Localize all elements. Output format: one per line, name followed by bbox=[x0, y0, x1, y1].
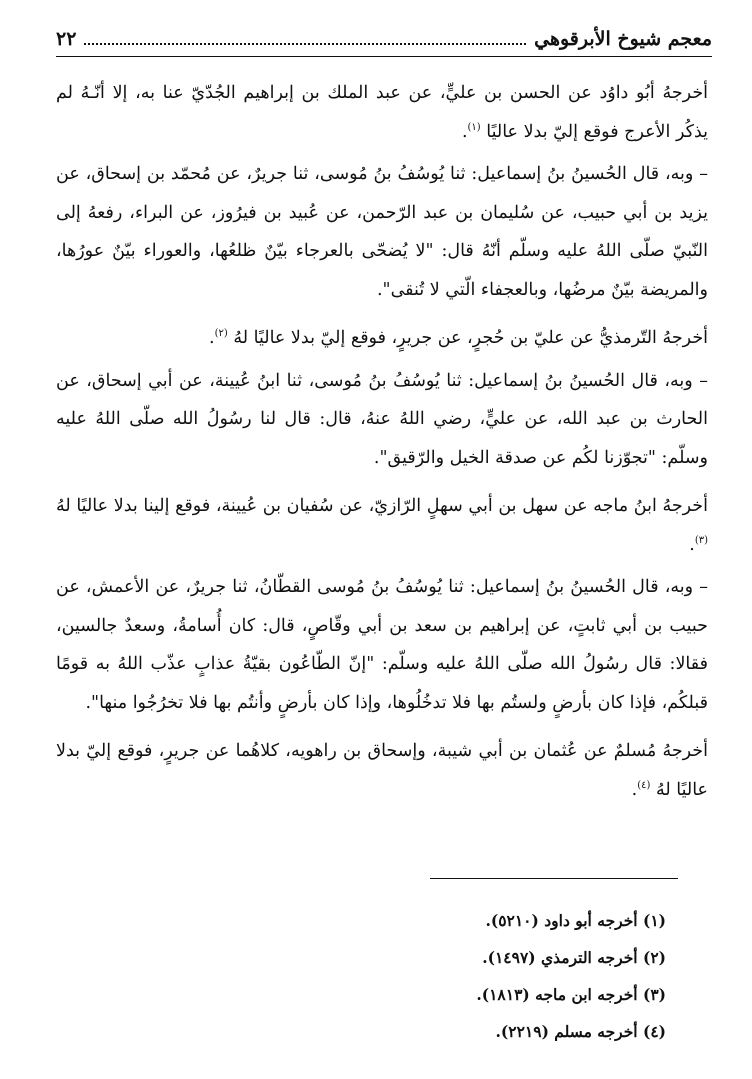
footnotes bbox=[246, 902, 666, 1050]
footnote-1: (١) أخرجه أبو داود (٥٢١٠). bbox=[485, 911, 666, 930]
hadith-paragraph-1: – وبه، قال الحُسينُ بنُ إسماعيل: ثنا يُوسُفُ بنُ مُوسى، ثنا جريرٌ، عن مُحمّد بن إسحاق، عن يزيد بن أبي حبيب، عن سُليمان بن عبد الرّحمن، عن عُبيد بن فيرُوز، عن البراء، رفعهُ إلى النّبيّ صلّى اللهُ عليه وسلّم أنّهُ قال: "لا يُضحّى بالعرجاء بيّنٌ ظلعُها، والعوراء بيّنٌ عورُها، والمريضة بيّنٌ مرضُها، وبالعجفاء الّتي لا تُنقى". bbox=[56, 164, 708, 300]
footnote-2: (٢) أخرجه الترمذي (١٤٩٧). bbox=[482, 948, 666, 967]
footnote-ref-2: (٢) bbox=[214, 328, 228, 340]
takhrij-paragraph-2: أخرجهُ التّرمذيُّ عن عليّ بن حُجرٍ، عن جريرٍ، فوقع إليّ بدلا عاليًا لهُ $^{(٢)}$. bbox=[209, 328, 708, 348]
footnote-4: (٤) أخرجه مسلم (٢٢١٩). bbox=[495, 1022, 666, 1041]
hadith-paragraph-3: – وبه، قال الحُسينُ بنُ إسماعيل: ثنا يُوسُفُ بنُ مُوسى القطّانُ، ثنا جريرٌ، عن الأعمش، عن حبيب بن أبي ثابتٍ، عن إبراهيم بن سعد بن أبي وقّاصٍ، قال: كان أُسامةُ، وسعدٌ جالسين، فقالا: قال رسُولُ الله صلّى اللهُ عليه وسلّم: "إنّ الطّاعُون بقيّةُ عذابٍ عذّب اللهُ به قومًا قبلكُم، فإذا كان بأرضٍ ولستُم بها فلا تدخُلُوها، وإذا كان بأرضٍ وأنتُم بها فلا تخرُجُوا منها". bbox=[56, 577, 708, 713]
takhrij-paragraph-3: أخرجهُ ابنُ ماجه عن سهل بن أبي سهلٍ الرّازيّ، عن سُفيان بن عُيينة، فوقع إلينا بدلا عاليًا لهُ $^{(٣)}$. bbox=[56, 496, 708, 555]
header-rule bbox=[56, 56, 712, 57]
running-title: معجم شيوخ الأبرقوهي bbox=[534, 28, 712, 50]
takhrij-paragraph-4: أخرجهُ مُسلمٌ عن عُثمان بن أبي شيبة، وإسحاق بن راهويه، كلاهُما عن جريرٍ، فوقع إليّ بدلا عاليًا لهُ $^{(٤)}$. bbox=[56, 741, 708, 800]
footnote-separator bbox=[430, 878, 678, 879]
page-number: ٢٢ bbox=[56, 28, 77, 50]
takhrij-paragraph-1: أخرجهُ أبُو داوُد عن الحسن بن عليٍّ، عن عبد الملك بن إبراهيم الجُدّيّ عنا به، إلا أنّـهُ لم يذكُر الأعرج فوقع إليّ بدلا عاليًا $^{(١)}$. bbox=[56, 83, 708, 142]
hadith-paragraph-2: – وبه، قال الحُسينُ بنُ إسماعيل: ثنا يُوسُفُ بنُ مُوسى، ثنا ابنُ عُيينة، عن أبي إسحاق، عن الحارث بن عبد الله، عن عليٍّ، رضي اللهُ عنهُ، قال: قال لنا رسُولُ الله صلّى اللهُ عليه وسلّم: "تجوّزنا لكُم عن صدقة الخيل والرّقيق". bbox=[56, 370, 708, 468]
main-text bbox=[56, 74, 708, 809]
footnote-ref-3: (٣) bbox=[694, 534, 708, 546]
header-leader-dots bbox=[84, 33, 526, 45]
footnote-ref-4: (٤) bbox=[637, 779, 651, 791]
footnote-ref-1: (١) bbox=[467, 121, 481, 133]
running-header bbox=[56, 22, 712, 56]
footnote-3: (٣) أخرجه ابن ماجه (١٨١٣). bbox=[476, 985, 666, 1004]
